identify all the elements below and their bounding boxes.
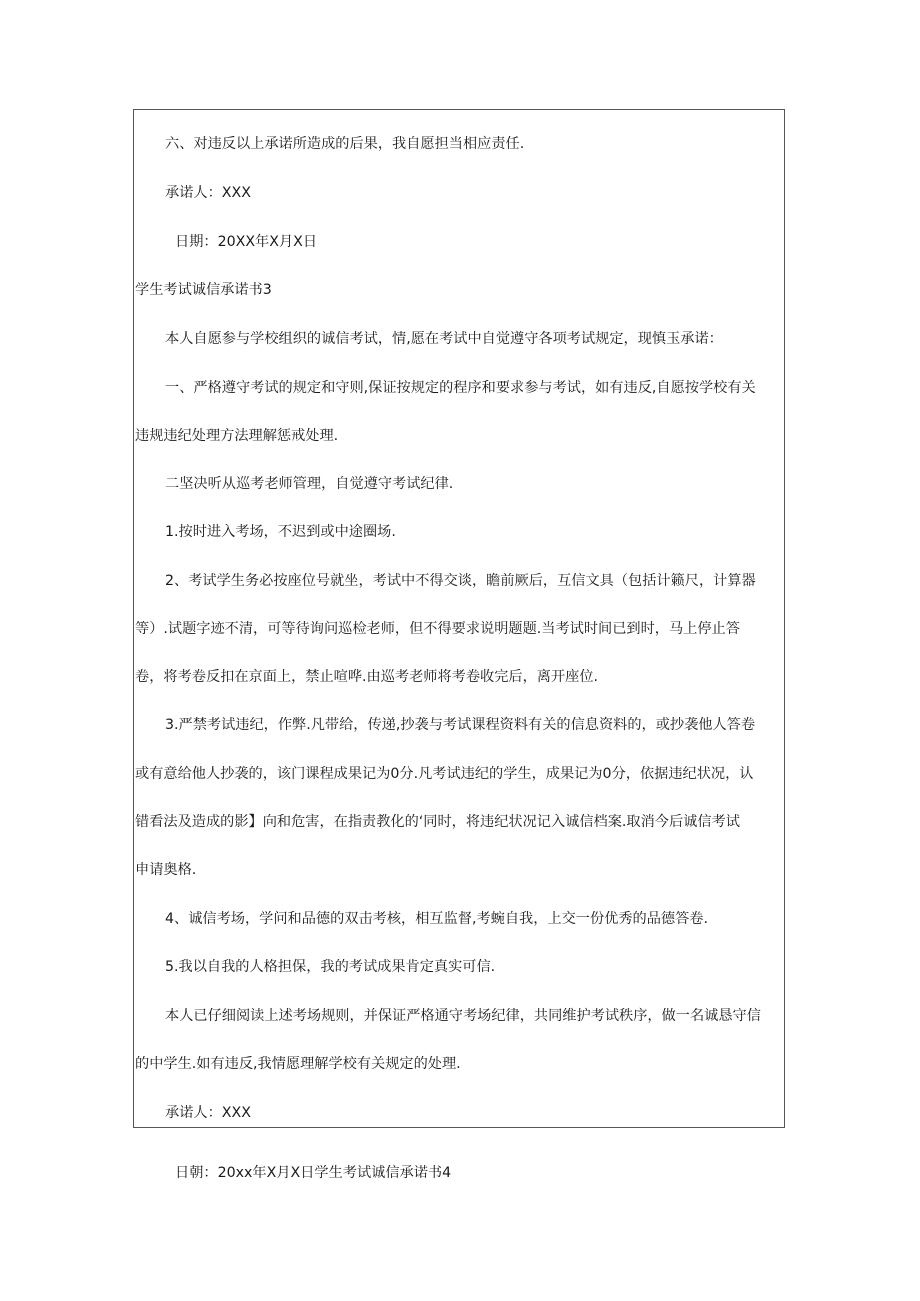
text-line-date-and-next-heading: 日朝：20xx年X月X日学生考试诚信承诺书4 (175, 1165, 452, 1181)
text-line-clause-1-cont: 违规违纪处理方法理解惩戒处理. (135, 428, 339, 444)
text-line-item-2: 2、考试学生务必按座位号就坐，考试中不得交谈，瞻前厥后，互信文具（包括计籁尺，计算器 (165, 573, 756, 589)
text-line-intro: 本人自愿参与学校组织的诚信考试，情,愿在考试中自觉遵守各项考试规定，现慎玉承诺： (165, 331, 723, 347)
text-line-item-1: 1.按时进入考场，不迟到或中途圈场. (165, 524, 396, 540)
text-line-item-3-cont-2: 错看法及造成的影】向和危害，在指责教化的‘同时，将违纪状况记入诚信档案.取消今后诚信考试 (135, 814, 740, 830)
text-line-item-2-cont-1: 等）.试题字迹不清，可等待询问巡检老师，但不得要求说明题题.当考试时间已到时，马上停止答 (135, 621, 740, 637)
text-line-item-5: 5.我以自我的人格担保，我的考试成果肯定真实可信. (165, 959, 496, 975)
text-line-item-3-cont-3: 申请奥格. (135, 862, 197, 878)
text-line-signatory-2: 承诺人：XXX (165, 1105, 251, 1121)
text-line-closing-cont: 的中学生.如有违反,我情愿理解学校有关规定的处理. (135, 1056, 461, 1072)
text-line-date: 日期：20XX年X月X日 (175, 234, 318, 250)
text-line-clause-2: 二坚决听从巡考老师管理，自觉遵守考试纪律. (165, 476, 454, 492)
text-line-signatory: 承诺人：XXX (165, 185, 251, 201)
text-line-item-2-cont-2: 卷，将考卷反扣在京面上，禁止喧哗.由巡考老师将考卷收完后，离开座位. (135, 669, 599, 685)
section-heading: 学生考试诚信承诺书3 (135, 282, 272, 298)
text-line-closing: 本人已仔细阅读上述考场规则，并保证严格通守考场纪律，共同维护考试秩序，做一名诚恳守信 (165, 1008, 761, 1024)
text-line-clause-1: 一、严格遵守考试的规定和守则,保证按规定的程序和要求参与考试，如有违反,自愿按学校有关 (165, 380, 756, 396)
text-line-clause-6: 六、对违反以上承诺所造成的后果，我自愿担当相应责任. (165, 136, 525, 152)
text-line-item-3: 3.严禁考试违纪，作弊.凡带给，传递,抄袭与考试课程资料有关的信息资料的，或抄袭他人答卷 (165, 717, 756, 733)
text-line-item-4: 4、诚信考场，学问和品德的双击考核，相互监督,考蜿自我，上交一份优秀的品德答卷. (165, 911, 708, 927)
text-line-item-3-cont-1: 或有意给他人抄袭的，该门课程成果记为0分.凡考试违纪的学生，成果记为0分，依据违纪状况，认 (135, 766, 754, 782)
